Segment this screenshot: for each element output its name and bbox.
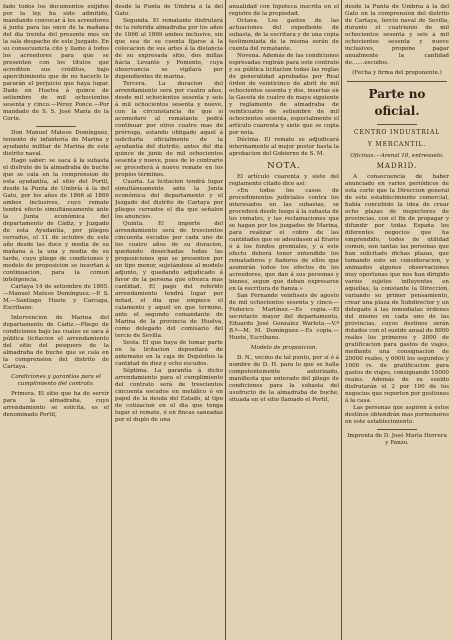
paragraph: D. N., vecino de tal punto, por sí ó á nombre de D. H. para lo que se halla competentemente autorizado, manifiesta que enterado del pliego de condiciones para la subasta del usufructo de la almadraba de buche, situada en el sitio llamado el Portil, xyxy=(229,355,339,403)
column-rule xyxy=(111,0,112,640)
paragraph: «En todos los casos de procedimientos judiciales contra los interesados en las subastas, se procederá desde luego á la subasta de los remates, y las reclamaciones que se hagan por los juzgados de Marina, para realizar el cobro de las cantidades que se adeudasen al Erario ó á los fondos gremiales, y á este efecto deberá tener entendido los rematadores y fiadores de ellos que asumirán todos los efectos de los acreedores, que dan á sus personas y bienes, segun que deban expresarse en la escritura de fianza.» xyxy=(229,188,339,292)
paragraph: fado todos los documentos exijidos por la ley, ha sido admitido, mandando convocar á los acreedores á junta para las once de la mañana del dia treinta del presente mes en la sala despacho de este Juzgado. En su consecuencia cito y llamo á todos los acreedores para que se presenten con los títulos que acrediten sus créditos, bajo apercibimiento que de no hacerlo le pararán el perjuicio que haya lugar. Dado en Huelva á quince de setiembre de mil ochocientos sesenta y cinco.—Pérez Ponce.—Por mandado de S. S. José María de la Corte. xyxy=(3,4,109,122)
paragraph: Don Manuel Mateos Domínguez, teniente de infantería de Marina y ayudante militar de Marina de este distrito naval. xyxy=(3,130,109,157)
column-1 xyxy=(3,4,109,634)
paragraph: Cartaya 14 de setiembre de 1865.—Manuel Mateos Domínguez.—P. S. M.—Santiago Huete y Carcaga, Escribano. xyxy=(3,284,109,311)
paragraph: desde la Punta de Umbría á la del Gato. xyxy=(115,4,223,17)
column-rule xyxy=(341,0,342,640)
paragraph: Cuarta. La licitacion tendrá lugar simultáneamente ante la Junta económica del departamento y el Juzgado del distrito de Cartaya por pliegos cerrados el dia que señalen los anuncios. xyxy=(115,179,223,220)
paragraph: desde la Punta de Umbría á la del Gato en la comprension del distrito de Cartaya, tercio naval de Sevilla, durante el cuatrienio de mil ochocientos sesenta y seis á mil ochocientos sesenta y nueve inclusives, propone pagar anualmente la cantidad de.......escudos. xyxy=(345,4,449,66)
paragraph: Primera. El sitio que ha de servir para la almadraba, cuyo arrendamiento se solicita, es el denominado Portil, xyxy=(3,391,109,418)
column-2 xyxy=(115,4,223,634)
paragraph: Segunda. El rematante disfrutará de la referida almadraba por los años de 1866 al 1869 ambos inclusive, sin que sea de su cuenta fijarse á la colocacion de sus artes á la distancia de su expresada sitio, dos millas hácia Levante y Poniente, cuya observancia se vigilará por dependientes de marina. xyxy=(115,18,223,80)
paragraph: Décima. El remate se adjudicará interinamente al mejor postor hasta la aprobacion del Gobierno de S. M. xyxy=(229,137,339,157)
separator xyxy=(377,429,417,430)
column-3 xyxy=(229,4,339,634)
paragraph: El artículo cuarenta y siete del reglamento citado dice así: xyxy=(229,174,339,187)
paragraph: Intervencion de Marina del departamento de Cádiz.—Pliego de condiciones bajo las cuales se saca á pública licitacion el arrendamiento del sitio del pesquero de la almadraba de buche que se cala en la comprension del distrito de Cartaya. xyxy=(3,315,109,370)
separator xyxy=(36,126,76,127)
address-line: Oficinas.—Arenal 10, entresuelo. xyxy=(350,153,444,159)
paragraph: Las personas que aspiren á estos destinos obtendrán mas pormenores en este establecimiento. xyxy=(345,405,449,425)
paragraph: Hago saber: se saca á la subasta el disfrute de la almadraba de buche que se cala en la comprension de esta ayudantía, al sitio del Portil, desde la Punta de Umbría á la del Gato, por los años de 1866 al 1869 ambos inclusives, cuyo remate tendrá efecto simultáneamente ante la Junta económica del departamento de Cádiz, y Juzgado de esta Ayudantía, por pliegos cerrados, el 11 de octubre de este año desde las doce y media de su mañana á la una y media de su tarde, cuyo pliego de condiciones y modelo de proposicion se insertan á continuacion, para la comun inteligencia. xyxy=(3,158,109,283)
signature-note: (Fecha y firma del proponente.) xyxy=(352,70,442,76)
paragraph: Quinta. El importe del arrendamiento será de trescientos cincuenta escudos por cada uno de los cuatro años de su duracion, quedando desechadas todas las proposiciones que se presenten por un tipo menor, sujetándose al modelo adjunto, y quedando adjudicado á favor de la persona que ofrezca mas cantidad. El pago del referido arrendamiento tendrá lugar por mitad, el dia que empiece el calamento y aquel en que termine, ante el segundo comandante de Marina de la provincia de Huelva, como delegado del comisario del tercio de Sevilla. xyxy=(115,221,223,339)
subheading: Modelo de proposicion. xyxy=(250,345,318,351)
paragraph: Octava. Los gastos de las actuaciones del expediente de subasta, de la escritura y de una copia testimoniada de la misma serán de cuenta del rematante. xyxy=(229,18,339,52)
column-4 xyxy=(345,4,449,634)
paragraph: Novena. Además de las condiciones espresadas regirán para este contrato y su pública licitacion todas las reglas de generalidad aprobadas por Real órden de veinticinco de abril de mil ochocientos sesenta y dos, insertas en la Gaceta de cuatro de mayo siguiente y reglamento de almadraba de veinticuatro de setiembre de mil ochocientos sesenta, especialmente el artículo cuarenta y siete que se copia por nota. xyxy=(229,53,339,136)
paragraph: Sesta. El que haya de tomar parte en la licitacion depositará de antemano en la caja de Depósitos la cantidad de diez y ocho escudos. xyxy=(115,340,223,367)
subheading: Condiciones y garantías para el cumplimiento del contrato. xyxy=(11,374,101,387)
section-heading: Parte no oficial. xyxy=(368,87,426,118)
paragraph: Séptima. La garantía á dicho arrendamiento para el cumplimiento del contrato será de trescientos cincuenta escudos en metálico ó en papel de la deuda del Estado, al tipo de cotizacion en el dia que tenga lugar el remate, ó en fincas saneadas por el duplo de una xyxy=(115,368,223,423)
paragraph: San Fernando veintiseis de agosto de mil ochocientos sesenta y cinco.—Federico Martínez.—Es copia.—El secretario mayor del departamento, Eduardo José Gonzalez Warleta.—V.º B.º—M. M. Domínguez.—Es copia.—Huete, Escribano. xyxy=(229,293,339,341)
section-subheading: CENTRO INDUSTRIAL xyxy=(353,129,441,136)
nota-heading: NOTA. xyxy=(267,161,301,171)
separator xyxy=(347,81,447,82)
paragraph: Tercera. La duracion del arrendamiento será por cuatro años, desde mil ochocientos sesenta y seis á mil ochocientos sesenta y nueve, con la circunstancia de que si acomodare al rematante podrá continuar por otros cuatro mas de prórroga, estando obligado aquel á solicitarla oficialmente de la ayudantía del distrito, antes del dia quince de junio de mil ochocientos sesenta y nueve, pues de lo contrario se procederá á nuevo remate en los propios términos. xyxy=(115,81,223,178)
city-heading: MADRID. xyxy=(376,162,418,170)
separator xyxy=(377,124,417,125)
section-subheading: Y MERCANTIL. xyxy=(367,141,427,148)
column-rule xyxy=(225,0,226,640)
printer-imprint: Imprenta de D. José María Herrera y Panzo. xyxy=(347,433,447,446)
paragraph: A consecuencia de haber anunciado en varios periódicos de esta corte que la Direccion general de este establecimiento comercial, había concebido la idea de crear ocho plazas de inspectores de provincias, con el fin de propagar y difundir por todas España los diferentes negocios que ha emprendido, todos de utilidad comun, son tantas las personas que han solicitado dichas plazas, que tomando esto en consideracion, y animados algunos observaciones muy oportunas que nos han dirigido varios sujetos influyentes en aquellas, la constante la Direccion, variando su primer pensamiento, crear una plaza de Subdirector y un delegado á las inmediatas órdenes del mismo en cada uno de las provincias, cuyos destinos serán dotados con el sueldo anual de 8000 reales los primeros y 2000 de gratificacion para gastos de viajes, mediante una consignacion de 20000 reales, y 6000 los segundos y 1000 rs. de gratificacion para gastos de viajes, consignando 15000 reales. Además de su sueldo disfrutarán el 2 por 100 de los negocios que reporten por gestiones á la casa. xyxy=(345,174,449,404)
paragraph: anualidad con hipoteca inscrita en el registro de la propiedad. xyxy=(229,4,339,17)
